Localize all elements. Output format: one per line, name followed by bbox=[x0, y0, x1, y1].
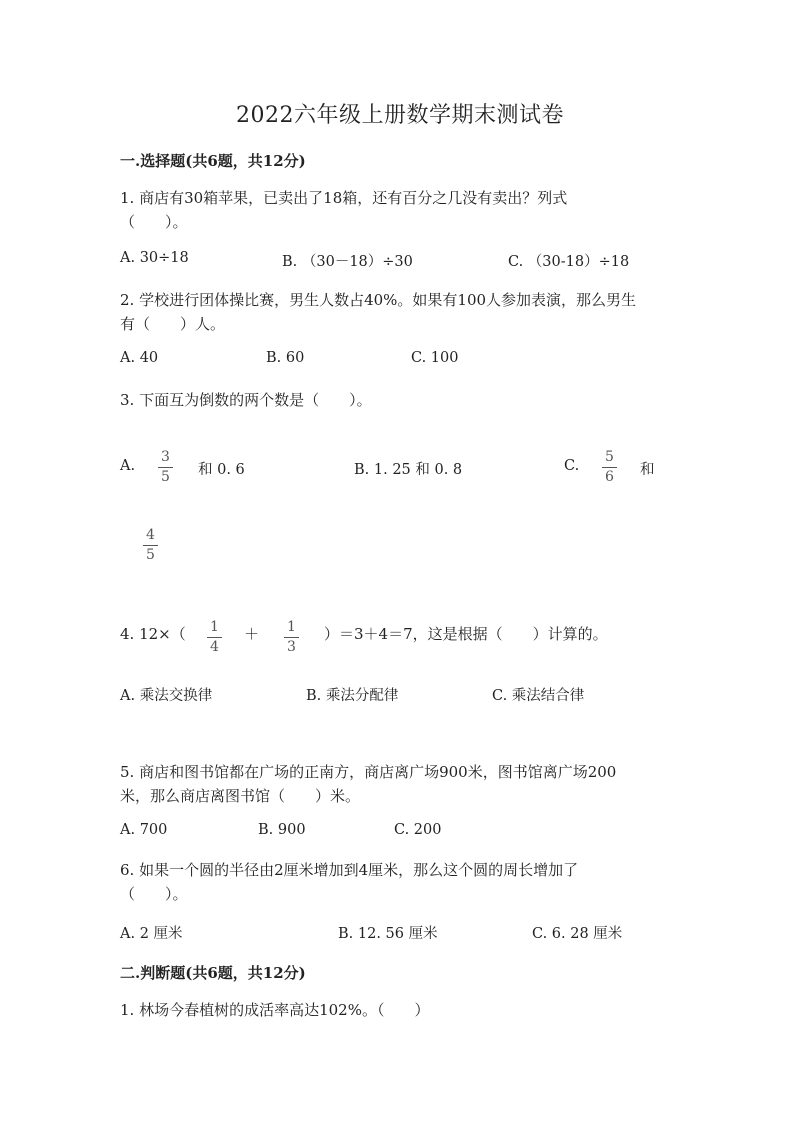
question-3-option-a-tail: 和 0. 6 bbox=[198, 462, 245, 478]
section-heading-judgement: 二.判断题(共6题，共12分) bbox=[120, 964, 306, 982]
fraction-numerator: 3 bbox=[158, 450, 173, 468]
fraction-denominator: 4 bbox=[210, 639, 219, 655]
question-3-option-c-label: C. bbox=[564, 458, 580, 474]
question-5-blank: 米，那么商店离图书馆（ ）米。 bbox=[120, 787, 361, 805]
question-3-option-a-fraction bbox=[158, 450, 173, 485]
question-6-blank: （ ）。 bbox=[120, 885, 188, 903]
question-1-blank: （ ）。 bbox=[120, 213, 188, 231]
fraction-denominator: 3 bbox=[287, 639, 296, 655]
question-2-option-a: A. 40 bbox=[120, 350, 159, 366]
question-4-option-b: B. 乘法分配律 bbox=[306, 688, 399, 704]
question-6-option-a: A. 2 厘米 bbox=[120, 926, 183, 942]
question-2-text: 2. 学校进行团体操比赛，男生人数占40%。如果有100人参加表演，那么男生 bbox=[120, 291, 637, 309]
question-1-option-b: B. （30－18）÷30 bbox=[282, 254, 413, 270]
question-2-option-c: C. 100 bbox=[411, 350, 459, 366]
question-1-option-a: A. 30÷18 bbox=[120, 250, 189, 266]
fraction-numerator: 5 bbox=[602, 450, 617, 468]
question-5-option-c: C. 200 bbox=[394, 822, 442, 838]
question-5-option-b: B. 900 bbox=[258, 822, 306, 838]
question-4-option-c: C. 乘法结合律 bbox=[492, 688, 585, 704]
fraction-numerator: 1 bbox=[207, 620, 222, 638]
question-4-suffix: ）＝3＋4＝7，这是根据（ ）计算的。 bbox=[324, 625, 608, 643]
fraction-numerator: 4 bbox=[143, 528, 158, 546]
question-5-option-a: A. 700 bbox=[120, 822, 168, 838]
question-6-text: 6. 如果一个圆的半径由2厘米增加到4厘米，那么这个圆的周长增加了 bbox=[120, 861, 579, 879]
question-4-fraction-1 bbox=[207, 620, 222, 655]
page-title: 2022六年级上册数学期末测试卷 bbox=[236, 103, 564, 128]
fraction-denominator: 5 bbox=[161, 469, 170, 485]
question-1-text: 1. 商店有30箱苹果，已卖出了18箱，还有百分之几没有卖出？列式 bbox=[120, 189, 568, 207]
fraction-numerator: 1 bbox=[284, 620, 299, 638]
question-2-option-b: B. 60 bbox=[266, 350, 305, 366]
question-3-option-b: B. 1. 25 和 0. 8 bbox=[354, 462, 463, 478]
question-1-option-c: C. （30-18）÷18 bbox=[508, 254, 630, 270]
question-6-option-b: B. 12. 56 厘米 bbox=[338, 926, 438, 942]
question-5-text: 5. 商店和图书馆都在广场的正南方，商店离广场900米，图书馆离广场200 bbox=[120, 763, 617, 781]
question-6-option-c: C. 6. 28 厘米 bbox=[532, 926, 623, 942]
judgement-1-text: 1. 林场今春植树的成活率高达102%。（ ） bbox=[120, 1001, 430, 1019]
question-4-plus: ＋ bbox=[244, 625, 260, 643]
question-3-option-c-fraction-2 bbox=[143, 528, 158, 563]
fraction-denominator: 6 bbox=[605, 469, 614, 485]
question-3-option-a-label: A. bbox=[120, 458, 136, 474]
question-4-option-a: A. 乘法交换律 bbox=[120, 688, 213, 704]
section-heading-choice: 一.选择题(共6题，共12分) bbox=[120, 152, 306, 170]
question-3-option-c-fraction bbox=[602, 450, 617, 485]
fraction-denominator: 5 bbox=[146, 547, 155, 563]
question-3-text: 3. 下面互为倒数的两个数是（ ）。 bbox=[120, 391, 372, 409]
question-2-blank: 有（ ）人。 bbox=[120, 315, 226, 333]
question-3-option-c-tail: 和 bbox=[640, 462, 655, 478]
question-4-fraction-2 bbox=[284, 620, 299, 655]
question-4-prefix: 4. 12×（ bbox=[120, 625, 186, 643]
